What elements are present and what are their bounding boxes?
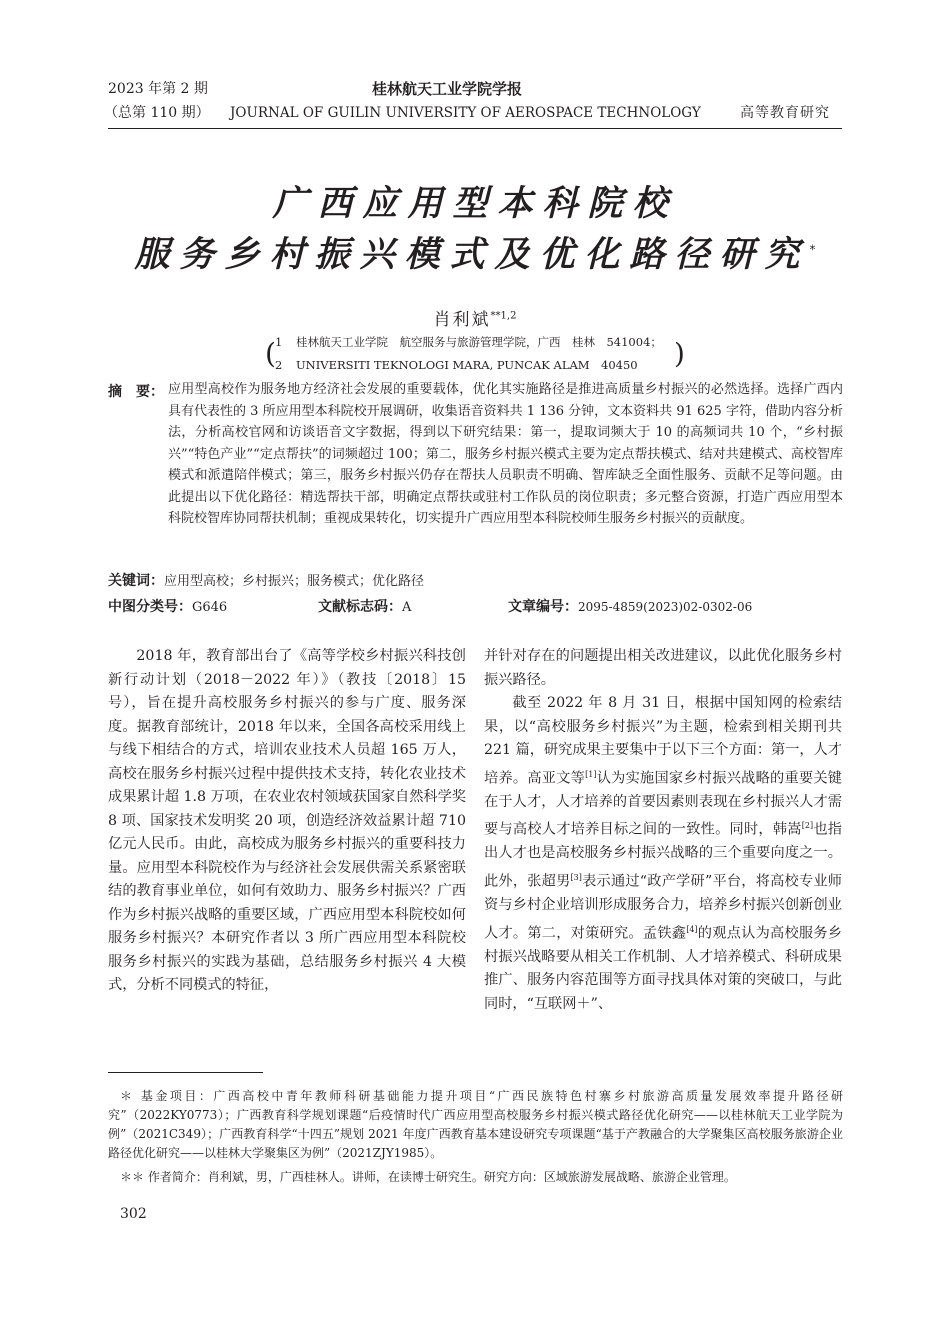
author-footnote-text: 作者简介：肖利斌，男，广西桂林人。讲师，在读博士研究生。研究方向：区域旅游发展战略、旅游企业管理。 (147, 1170, 736, 1184)
article-number (508, 597, 752, 618)
affiliation-2 (275, 357, 638, 374)
fund-footnote-mark: ＊ (120, 1089, 135, 1103)
document-code (318, 597, 411, 618)
author-affil-sup: **1,2 (490, 310, 517, 322)
author-line (0, 305, 950, 330)
body-p2-part-d: 表示通过“政产学研”平台，将高校专业师资与乡村企业培训形成服务合力，培养乡村振兴创新创业人才。第二，对策研究。孟铁鑫 (484, 873, 842, 942)
doc-code-value: A (402, 600, 412, 615)
doc-code-label: 文献标志码： (318, 599, 402, 615)
keywords-text: 应用型高校；乡村振兴；服务模式；优化路径 (164, 574, 425, 589)
citation-1: [1] (585, 769, 597, 779)
affil-text-2: UNIVERSITI TEKNOLOGI MARA, PUNCAK ALAM 40450 (295, 358, 638, 372)
body-p2-part-a: 截至 2022 年 8 月 31 日，根据中国知网的检索结果，以“高校服务乡村振兴”为主题，检索到相关期刊共 221 篇，研究成果主要集中于以下三个方面：第一，人才培养。高亚文等 (484, 695, 842, 787)
title-fund-mark: * (809, 242, 816, 257)
body-paragraph-1-continued: 并针对存在的问题提出相关改进建议，以此优化服务乡村振兴路径。 (484, 648, 842, 688)
body-left-column (108, 645, 466, 998)
affil-open-paren: ( (265, 337, 276, 370)
article-number-value: 2095-4859(2023)02-0302-06 (578, 600, 753, 614)
section-name: 高等教育研究 (740, 105, 830, 121)
citation-4: [4] (686, 924, 698, 934)
body-paragraph-1: 2018 年，教育部出台了《高等学校乡村振兴科技创新行动计划（2018－2022 年）》（教技〔2018〕15 号），旨在提升高校服务乡村振兴的参与广度、服务深度。据教育部统计，2018 年以来，全国各高校采用线上与线下相结合的方式，培训农业技术人员超 165 万人，高校在服务乡村振兴过程中提供技术支持，转化农业技术成果累计超 1.8 万项，在农业农村领域获国家自然科学奖 8 项、国家技术发明奖 20 项，创造经济效益累计超 710 亿元人民币。由此，高校成为服务乡村振兴的重要科技力量。应用型本科院校作为与经济社会发展供需关系紧密联结的教育事业单位，如何有效助力、服务乡村振兴？广西作为乡村振兴战略的重要区域，广西应用型本科院校如何服务乡村振兴？本研究作者以 3 所广西应用型本科院校服务乡村振兴的实践为基础，总结服务乡村振兴 4 大模式，分析不同模式的特征， (108, 648, 466, 993)
author-footnote-mark: ＊＊ (120, 1170, 145, 1184)
body-p2-part-e: 的观点认为高校服务乡村振兴战略要从相关工作机制、人才培养模式、科研成果推广、服务内容范围等方面寻找具体对策的突破口，与此同时，“互联网＋”、 (484, 925, 842, 1012)
affil-num-1: 1 (275, 335, 283, 349)
page-number: 302 (120, 1206, 147, 1222)
footnote-rule (108, 1072, 263, 1073)
affil-text-1: 桂林航天工业学院 航空服务与旅游管理学院，广西 桂林 541004； (295, 335, 662, 349)
article-number-label: 文章编号： (508, 599, 578, 615)
fund-footnote (108, 1087, 843, 1163)
header-rule (108, 128, 842, 129)
total-issue-number: （总第 110 期） (104, 105, 210, 121)
fund-footnote-text: 基金项目：广西高校中青年教师科研基础能力提升项目“广西民族特色村寨乡村旅游高质量发展效率提升路径研究”（2022KY0773）；广西教育科学规划课题“后疫情时代广西应用型高校服务乡村振兴模式路径优化研究——以桂林航天工业学院为例”（2021C349）；广西教育科学“十四五”规划 2021 年度广西教育基本建设研究专项课题“基于产教融合的大学聚集区高校服务旅游企业路径优化研究——以桂林大学聚集区为例”（2021ZJY1985）。 (108, 1089, 843, 1160)
abstract-label: 摘 要： (108, 384, 164, 400)
body-p2-part-c: 也指出人才也是高校服务乡村振兴战略的三个重要向度之一。此外，张超男 (484, 821, 842, 890)
journal-title-cn: 桂林航天工业学院学报 (372, 80, 523, 98)
body-paragraph-2 (484, 692, 842, 1016)
citation-2: [2] (801, 821, 814, 831)
paper-title-line-2 (0, 227, 950, 277)
paper-title-line-1: 广西应用型本科院校 (272, 184, 678, 224)
affil-num-2: 2 (275, 358, 283, 372)
keywords-label: 关键词： (108, 573, 164, 589)
author-name: 肖利斌 (433, 310, 491, 330)
citation-3: [3] (570, 872, 582, 882)
body-right-column (484, 645, 842, 1016)
footnotes (108, 1087, 843, 1187)
clc-value: G646 (192, 600, 228, 615)
clc-number (108, 597, 227, 618)
abstract-text: 应用型高校作为服务地方经济社会发展的重要载体，优化其实施路径是推进高质量乡村振兴的必然选择。选择广西内具有代表性的 3 所应用型本科院校开展调研，收集语音资料共 1 136 分钟，文本资料共 91 625 字符，借助内容分析法，分析高校官网和访谈语音文字数据，得到以下研究结果：第一，提取词频大于 10 的高频词共 10 个，“乡村振兴”“特色产业”“定点帮扶”的词频超过 100；第二，服务乡村振兴模式主要为定点帮扶模式、结对共建模式、高校智库模式和派遣陪伴模式；第三，服务乡村振兴仍存在帮扶人员职责不明确、智库缺乏全面性服务、贡献不足等问题。由此提出以下优化路径：精选帮扶干部，明确定点帮扶或驻村工作队员的岗位职责；多元整合资源，打造广西应用型本科院校智库协同帮扶机制；重视成果转化，切实提升广西应用型本科院校师生服务乡村振兴的贡献度。 (168, 382, 843, 526)
affiliation-1 (275, 334, 662, 351)
body-p2-part-b: 认为实施国家乡村振兴战略的重要关键在于人才，人才培养的首要因素则表现在乡村振兴人才需要与高校人才培养目标之间的一致性。同时，韩嵩 (484, 770, 842, 838)
paper-title-line-2-text: 服务乡村振兴模式及优化路径研究 (134, 235, 810, 275)
journal-title-en: JOURNAL OF GUILIN UNIVERSITY OF AEROSPACE TECHNOLOGY (230, 105, 701, 121)
clc-label: 中图分类号： (108, 599, 192, 615)
keywords (108, 571, 424, 592)
author-footnote (108, 1168, 843, 1187)
affil-close-paren: ) (674, 337, 685, 370)
issue-number: 2023 年第 2 期 (108, 81, 208, 97)
